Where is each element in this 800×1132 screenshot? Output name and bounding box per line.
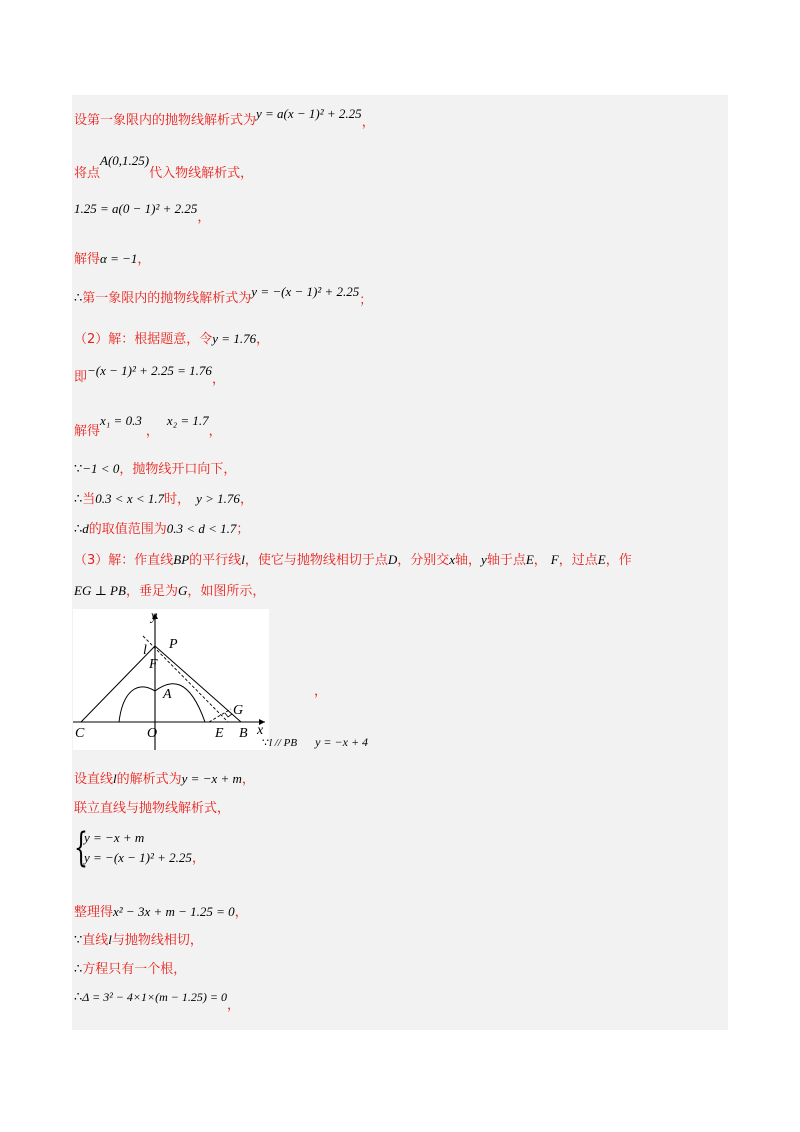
math: l bbox=[241, 552, 245, 567]
text: 轴于点 bbox=[486, 553, 526, 568]
math: l bbox=[113, 771, 117, 786]
system-eq-1 bbox=[84, 829, 144, 848]
figure-comma: ， bbox=[314, 684, 328, 699]
line-17 bbox=[74, 931, 203, 950]
line-16 bbox=[74, 903, 248, 922]
label-e: E bbox=[215, 726, 224, 741]
math: F bbox=[550, 552, 559, 567]
label-p: P bbox=[169, 637, 178, 652]
text: 的平行线 bbox=[189, 553, 242, 568]
text: 轴， bbox=[455, 553, 482, 568]
text: 将点 bbox=[74, 166, 101, 181]
math: A(0,1.25) bbox=[100, 153, 150, 168]
system-brace: { bbox=[74, 825, 88, 871]
symbol: ∴ bbox=[74, 521, 83, 536]
line-2 bbox=[74, 152, 254, 181]
text: ，作 bbox=[605, 553, 632, 568]
math: E bbox=[597, 552, 606, 567]
math: y = 1.76 bbox=[212, 331, 257, 346]
text: ，过点 bbox=[558, 553, 598, 568]
math: −1 < 0 bbox=[82, 461, 120, 476]
math: 0.3 < d < 1.7 bbox=[166, 521, 237, 536]
math: y = −x + 4 bbox=[315, 735, 369, 749]
math: l // PB bbox=[269, 737, 298, 749]
symbol: ∵ bbox=[74, 932, 83, 947]
text: ， bbox=[208, 424, 222, 439]
text: ，分别交 bbox=[397, 553, 450, 568]
math: α = −1 bbox=[100, 251, 138, 266]
text: ，使它与抛物线相切于点 bbox=[244, 553, 388, 568]
text: ， bbox=[361, 115, 375, 130]
text: 方程只有一个根， bbox=[82, 962, 187, 977]
segment-eg bbox=[209, 709, 231, 722]
line-19 bbox=[74, 988, 240, 1013]
symbol: ∵ bbox=[262, 737, 269, 749]
label-b: B bbox=[239, 726, 248, 741]
line-11 bbox=[74, 520, 249, 539]
math: y = −(x − 1)² + 2.25 bbox=[251, 284, 360, 299]
text: ，垂足为 bbox=[125, 584, 178, 599]
text: 即 bbox=[74, 370, 88, 385]
text: ， bbox=[211, 372, 225, 387]
symbol: ∴ bbox=[74, 989, 83, 1004]
text: ， bbox=[533, 553, 547, 568]
label-o: O bbox=[147, 726, 158, 741]
line-l bbox=[143, 636, 228, 722]
text: ， bbox=[197, 210, 211, 225]
line-8 bbox=[74, 412, 222, 439]
system-eq-2 bbox=[84, 849, 205, 868]
text: 解得 bbox=[74, 252, 101, 267]
math: EG ⊥ PB bbox=[74, 583, 126, 598]
text: 与抛物线相切， bbox=[111, 933, 203, 948]
text: 第一象限内的抛物线解析式为 bbox=[82, 291, 252, 306]
math: 0.3 < x < 1.7 bbox=[95, 491, 165, 506]
text: （3）解：作直线 bbox=[74, 553, 174, 568]
text: 联立直线与抛物线解析式， bbox=[74, 801, 231, 816]
symbol: ∴ bbox=[74, 290, 83, 305]
math: y = −(x − 1)² + 2.25 bbox=[84, 850, 192, 865]
text: 代入物线解析式， bbox=[149, 166, 254, 181]
math: −(x − 1)² + 2.25 = 1.76 bbox=[87, 363, 212, 378]
math: G bbox=[177, 583, 188, 598]
text: 解得 bbox=[74, 424, 101, 439]
line-10 bbox=[74, 490, 253, 509]
text: ， bbox=[191, 851, 205, 866]
line-9 bbox=[74, 460, 236, 479]
math: y bbox=[481, 552, 487, 567]
text: ， bbox=[241, 772, 255, 787]
label-g: G bbox=[233, 703, 244, 718]
text: ， bbox=[226, 998, 240, 1013]
line-5 bbox=[74, 283, 373, 308]
label-x: x bbox=[257, 723, 264, 738]
math: x₁ = 0.3 bbox=[100, 413, 142, 428]
text: ； bbox=[236, 522, 250, 537]
math: x² − 3x + m − 1.25 = 0 bbox=[113, 904, 235, 919]
text: 当 bbox=[82, 492, 96, 507]
label-c: C bbox=[75, 726, 85, 741]
text: 时， bbox=[164, 492, 191, 507]
line-12 bbox=[74, 551, 632, 570]
math: y > 1.76 bbox=[196, 491, 240, 506]
text: ， bbox=[137, 252, 151, 267]
line-1 bbox=[74, 105, 375, 130]
line-6 bbox=[74, 330, 269, 349]
text: 设第一象限内的抛物线解析式为 bbox=[74, 113, 257, 128]
text: ，如图所示， bbox=[187, 584, 266, 599]
math: x₂ = 1.7 bbox=[166, 413, 209, 428]
math: 1.25 = a(0 − 1)² + 2.25 bbox=[74, 201, 198, 216]
math: y = −x + m bbox=[84, 830, 145, 845]
symbol: ∵ bbox=[74, 461, 83, 476]
label-f: F bbox=[149, 657, 158, 672]
math: BP bbox=[173, 552, 190, 567]
text: 的解析式为 bbox=[116, 772, 182, 787]
line-18 bbox=[74, 960, 186, 979]
text: ，抛物线开口向下， bbox=[119, 462, 237, 477]
math: E bbox=[525, 552, 534, 567]
text: ， bbox=[145, 424, 159, 439]
math: l bbox=[108, 932, 112, 947]
geometry-figure bbox=[73, 609, 269, 750]
text: ； bbox=[359, 293, 373, 308]
line-14 bbox=[74, 770, 255, 789]
parabola-left bbox=[119, 687, 155, 722]
text: ， bbox=[234, 905, 248, 920]
text: ， bbox=[256, 332, 270, 347]
math: Δ = 3² − 4×1×(m − 1.25) = 0 bbox=[82, 990, 227, 1004]
label-l: l bbox=[143, 643, 147, 658]
math: D bbox=[387, 552, 398, 567]
text: 设直线 bbox=[74, 772, 114, 787]
label-y: y bbox=[151, 609, 158, 624]
text: ， bbox=[239, 492, 253, 507]
label-a: A bbox=[163, 687, 172, 702]
math: y = a(x − 1)² + 2.25 bbox=[256, 106, 362, 121]
line-7 bbox=[74, 362, 225, 387]
symbol: ∴ bbox=[74, 961, 83, 976]
symbol: ∴ bbox=[74, 491, 83, 506]
math: d bbox=[82, 521, 89, 536]
text: 的取值范围为 bbox=[88, 522, 167, 537]
text: 整理得 bbox=[74, 905, 114, 920]
line-15 bbox=[74, 800, 230, 818]
math: y = −x + m bbox=[181, 771, 242, 786]
text: 直线 bbox=[82, 933, 109, 948]
line-4 bbox=[74, 250, 150, 269]
text: （2）解：根据题意，令 bbox=[74, 332, 213, 347]
line-3 bbox=[74, 200, 211, 225]
line-13 bbox=[74, 582, 265, 601]
math: x bbox=[449, 552, 456, 567]
line-after-figure bbox=[262, 733, 368, 752]
